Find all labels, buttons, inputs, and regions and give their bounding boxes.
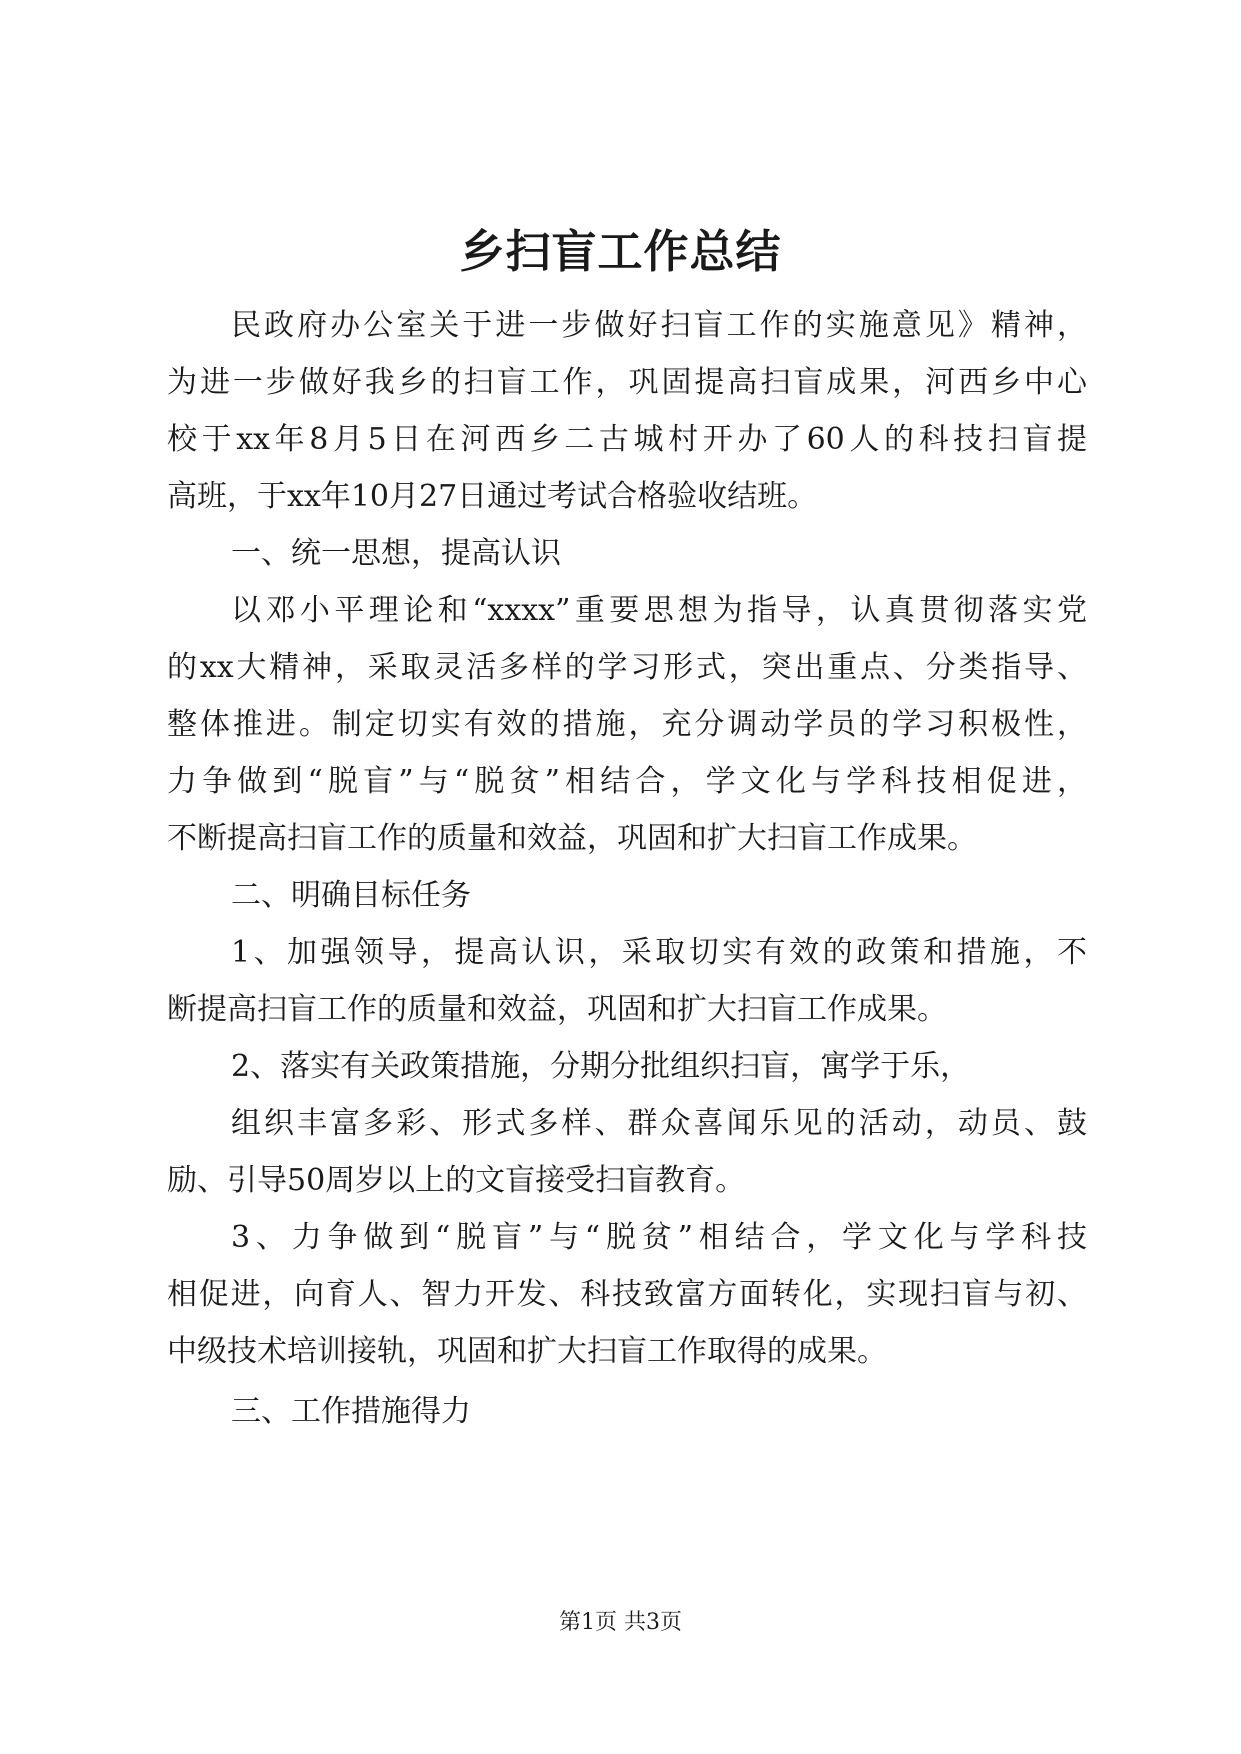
paragraph-line: 的xx大精神，采取灵活多样的学习形式，突出重点、分类指导、	[167, 650, 1087, 685]
paragraph-line: 整体推进。制定切实有效的措施，充分调动学员的学习积极性，	[167, 707, 1087, 742]
section-heading: 一、统一思想，提高认识	[231, 536, 561, 571]
paragraph-line: 相促进，向育人、智力开发、科技致富方面转化，实现扫盲与初、	[167, 1277, 1087, 1312]
section-heading: 三、工作措施得力	[231, 1394, 471, 1429]
paragraph-line: 高班，于xx年10月27日通过考试合格验收结班。	[167, 479, 818, 514]
paragraph-line: 1、加强领导，提高认识，采取切实有效的政策和措施，不	[231, 935, 1087, 970]
paragraph-line: 校于xx年8月5日在河西乡二古城村开办了60人的科技扫盲提	[167, 422, 1087, 457]
paragraph-line: 2、落实有关政策措施，分期分批组织扫盲，寓学于乐，	[231, 1049, 971, 1084]
paragraph-line: 以邓小平理论和“xxxx”重要思想为指导，认真贯彻落实党	[231, 593, 1087, 628]
paragraph-line: 励、引导50周岁以上的文盲接受扫盲教育。	[167, 1163, 746, 1198]
paragraph-line: 组织丰富多彩、形式多样、群众喜闻乐见的活动，动员、鼓	[231, 1106, 1087, 1141]
page-footer: 第1页 共3页	[559, 1610, 682, 1635]
paragraph-line: 断提高扫盲工作的质量和效益，巩固和扩大扫盲工作成果。	[167, 992, 947, 1027]
section-heading: 二、明确目标任务	[231, 878, 471, 913]
paragraph-line: 不断提高扫盲工作的质量和效益，巩固和扩大扫盲工作成果。	[167, 821, 977, 856]
paragraph-line: 力争做到“脱盲”与“脱贫”相结合，学文化与学科技相促进，	[167, 764, 1087, 799]
paragraph-line: 民政府办公室关于进一步做好扫盲工作的实施意见》精神，	[231, 308, 1087, 343]
document-title: 乡扫盲工作总结	[459, 225, 782, 278]
paragraph-line: 3、力争做到“脱盲”与“脱贫”相结合，学文化与学科技	[231, 1220, 1087, 1255]
paragraph-line: 为进一步做好我乡的扫盲工作，巩固提高扫盲成果，河西乡中心	[167, 365, 1087, 400]
paragraph-line: 中级技术培训接轨，巩固和扩大扫盲工作取得的成果。	[167, 1334, 887, 1369]
